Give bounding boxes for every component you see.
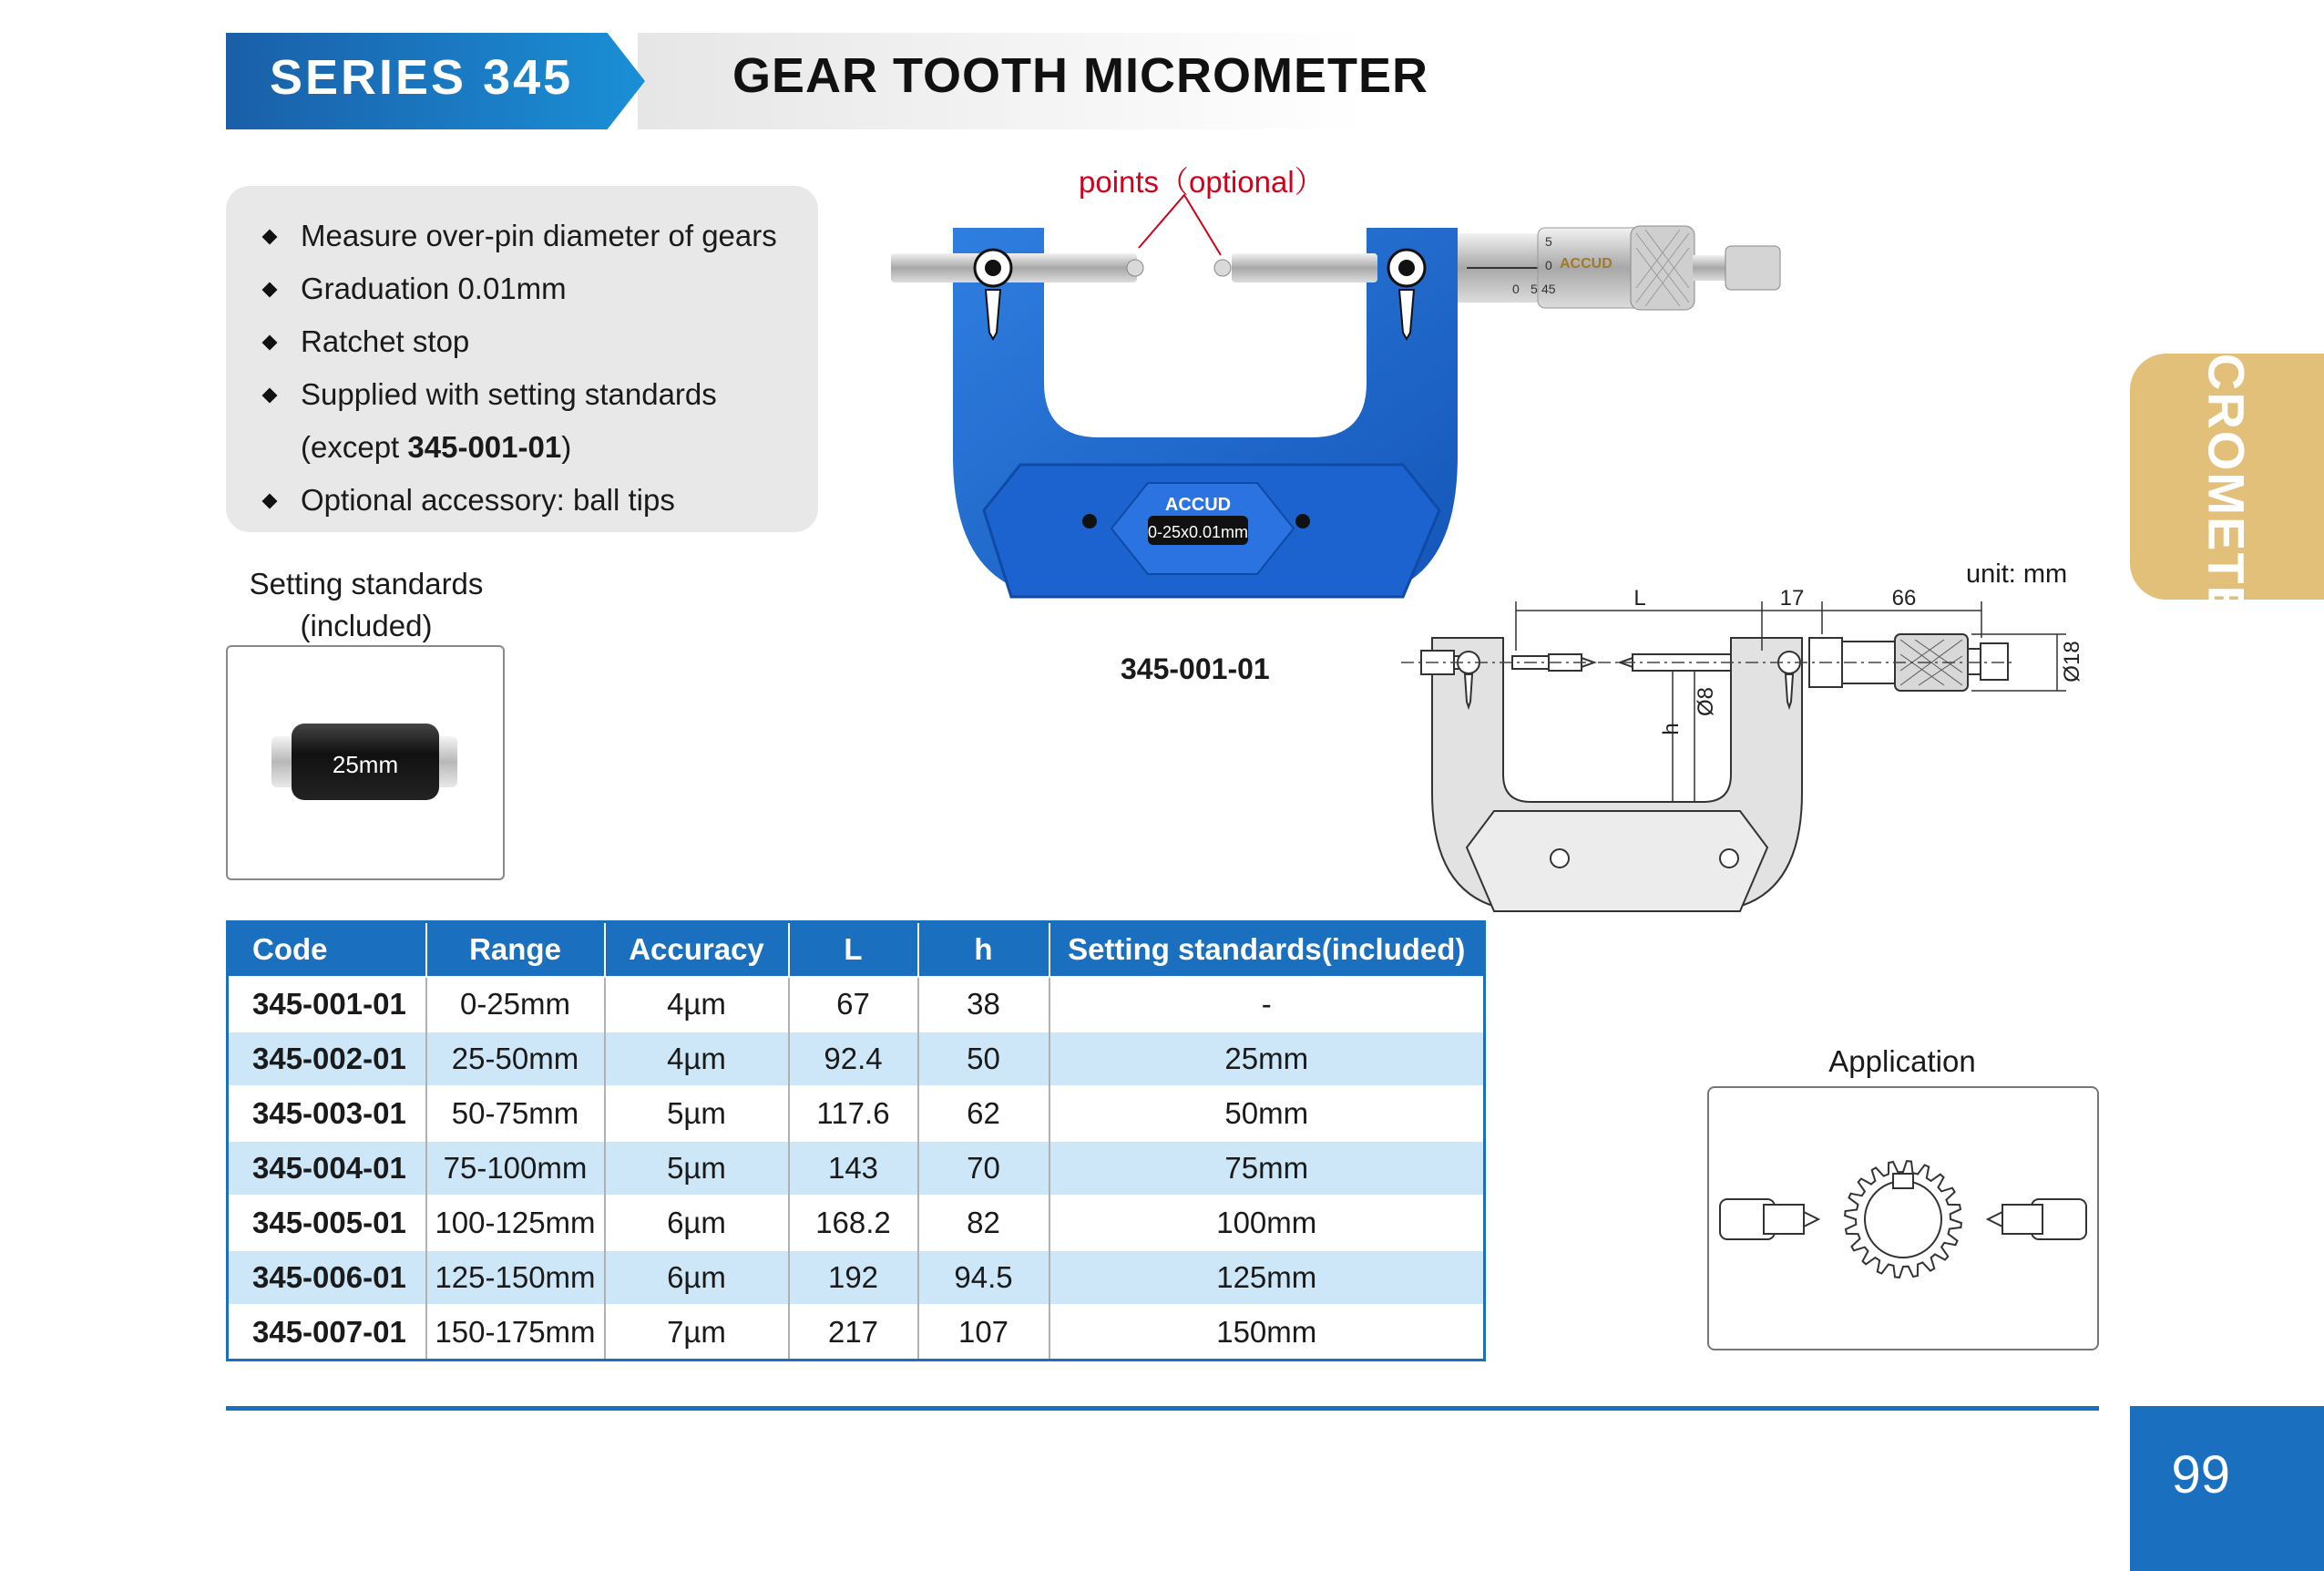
bullet-icon xyxy=(262,335,278,351)
col-header-accuracy: Accuracy xyxy=(605,922,789,978)
bullet-icon xyxy=(262,388,278,404)
col-header-h: h xyxy=(918,922,1049,978)
page-number: 99 xyxy=(2171,1445,2230,1504)
cell-range: 25-50mm xyxy=(426,1032,605,1086)
cell-code: 345-004-01 xyxy=(228,1141,426,1196)
cell-setting-standard: 75mm xyxy=(1049,1141,1485,1196)
table-row xyxy=(228,1086,1485,1141)
col-header-setting-standards: Setting standards(included) xyxy=(1049,922,1485,978)
cell-h: 38 xyxy=(918,977,1049,1032)
cell-range: 150-175mm xyxy=(426,1305,605,1361)
cell-h: 50 xyxy=(918,1032,1049,1086)
table-header-row xyxy=(228,922,1485,978)
feature-item: Measure over-pin diameter of gears xyxy=(264,210,777,262)
cell-accuracy: 6µm xyxy=(605,1250,789,1305)
cell-setting-standard: 100mm xyxy=(1049,1196,1485,1250)
cell-l: 217 xyxy=(789,1305,918,1361)
cell-accuracy: 7µm xyxy=(605,1305,789,1361)
table-row xyxy=(228,1141,1485,1196)
svg-text:0: 0 xyxy=(1512,282,1520,296)
gear-application-icon xyxy=(1709,1088,2097,1349)
svg-text:66: 66 xyxy=(1891,586,1917,611)
cell-range: 75-100mm xyxy=(426,1141,605,1196)
cell-code: 345-007-01 xyxy=(228,1305,426,1361)
svg-text:L: L xyxy=(1633,586,1646,611)
cell-code: 345-003-01 xyxy=(228,1086,426,1141)
cell-accuracy: 4µm xyxy=(605,977,789,1032)
page-number-box xyxy=(2130,1406,2324,1571)
cell-code: 345-006-01 xyxy=(228,1250,426,1305)
setting-standard-image xyxy=(226,645,505,880)
unit-label: unit: mm xyxy=(1966,560,2068,589)
setting-standards-label: Setting standards (included) xyxy=(249,567,484,642)
model-caption: 345-001-01 xyxy=(1121,652,1270,685)
cell-l: 92.4 xyxy=(789,1032,918,1086)
table-row xyxy=(228,1250,1485,1305)
svg-text:5: 5 xyxy=(1531,282,1538,296)
cell-code: 345-005-01 xyxy=(228,1196,426,1250)
product-title: GEAR TOOTH MICROMETER xyxy=(732,48,1429,103)
feature-item: Optional accessory: ball tips xyxy=(264,474,777,527)
cell-l: 67 xyxy=(789,977,918,1032)
cell-code: 345-001-01 xyxy=(228,977,426,1032)
cell-range: 100-125mm xyxy=(426,1196,605,1250)
svg-text:Ø18: Ø18 xyxy=(2060,641,2084,683)
application-image xyxy=(1707,1086,2099,1350)
spec-table xyxy=(226,920,1486,1361)
cell-l: 192 xyxy=(789,1250,918,1305)
cell-range: 50-75mm xyxy=(426,1086,605,1141)
cell-h: 62 xyxy=(918,1086,1049,1141)
series-label: SERIES 345 xyxy=(270,50,574,105)
cell-h: 107 xyxy=(918,1305,1049,1361)
bullet-icon xyxy=(262,494,278,509)
cell-setting-standard: - xyxy=(1049,977,1485,1032)
points-optional-label: points（optional） xyxy=(1079,165,1325,199)
cell-setting-standard: 25mm xyxy=(1049,1032,1485,1086)
svg-text:45: 45 xyxy=(1541,282,1556,296)
cell-l: 168.2 xyxy=(789,1196,918,1250)
svg-text:Ø8: Ø8 xyxy=(1694,686,1718,717)
cell-setting-standard: 50mm xyxy=(1049,1086,1485,1141)
table-row xyxy=(228,1196,1485,1250)
feature-item: Supplied with setting standards xyxy=(264,368,777,421)
table-row xyxy=(228,1305,1485,1361)
cell-accuracy: 6µm xyxy=(605,1196,789,1250)
table-row xyxy=(228,977,1485,1032)
bullet-icon xyxy=(262,230,278,245)
setting-standard-icon xyxy=(228,647,503,878)
cell-l: 143 xyxy=(789,1141,918,1196)
cell-accuracy: 4µm xyxy=(605,1032,789,1086)
svg-text:ACCUD: ACCUD xyxy=(1164,495,1232,515)
feature-list xyxy=(264,210,777,527)
svg-text:ACCUD: ACCUD xyxy=(1560,256,1612,272)
col-header-l: L xyxy=(789,922,918,978)
cell-setting-standard: 125mm xyxy=(1049,1250,1485,1305)
svg-text:5: 5 xyxy=(1545,234,1552,249)
cell-h: 94.5 xyxy=(918,1250,1049,1305)
cell-setting-standard: 150mm xyxy=(1049,1305,1485,1361)
cell-code: 345-002-01 xyxy=(228,1032,426,1086)
feature-item-continued: (except 345-001-01) xyxy=(301,430,572,464)
svg-text:25mm: 25mm xyxy=(332,751,399,778)
section-tab-label: MICROMETER xyxy=(2197,293,2256,661)
footer-rule xyxy=(226,1406,2099,1411)
svg-text:h: h xyxy=(1659,723,1684,735)
col-header-range: Range xyxy=(426,922,605,978)
cell-accuracy: 5µm xyxy=(605,1141,789,1196)
application-label: Application xyxy=(1828,1044,1976,1078)
cell-accuracy: 5µm xyxy=(605,1086,789,1141)
cell-l: 117.6 xyxy=(789,1086,918,1141)
svg-text:0-25x0.01mm: 0-25x0.01mm xyxy=(1147,523,1249,541)
cell-h: 82 xyxy=(918,1196,1049,1250)
bullet-icon xyxy=(262,282,278,298)
cell-range: 0-25mm xyxy=(426,977,605,1032)
cell-h: 70 xyxy=(918,1141,1049,1196)
feature-item: Ratchet stop xyxy=(264,315,777,368)
micrometer-photo xyxy=(875,182,1840,611)
section-tab xyxy=(2130,293,2324,661)
table-row xyxy=(228,1032,1485,1086)
feature-item: Graduation 0.01mm xyxy=(264,262,777,315)
dimension-drawing xyxy=(1394,583,2086,920)
cell-range: 125-150mm xyxy=(426,1250,605,1305)
svg-text:17: 17 xyxy=(1779,586,1805,611)
col-header-code: Code xyxy=(228,922,426,978)
svg-text:0: 0 xyxy=(1545,258,1552,272)
